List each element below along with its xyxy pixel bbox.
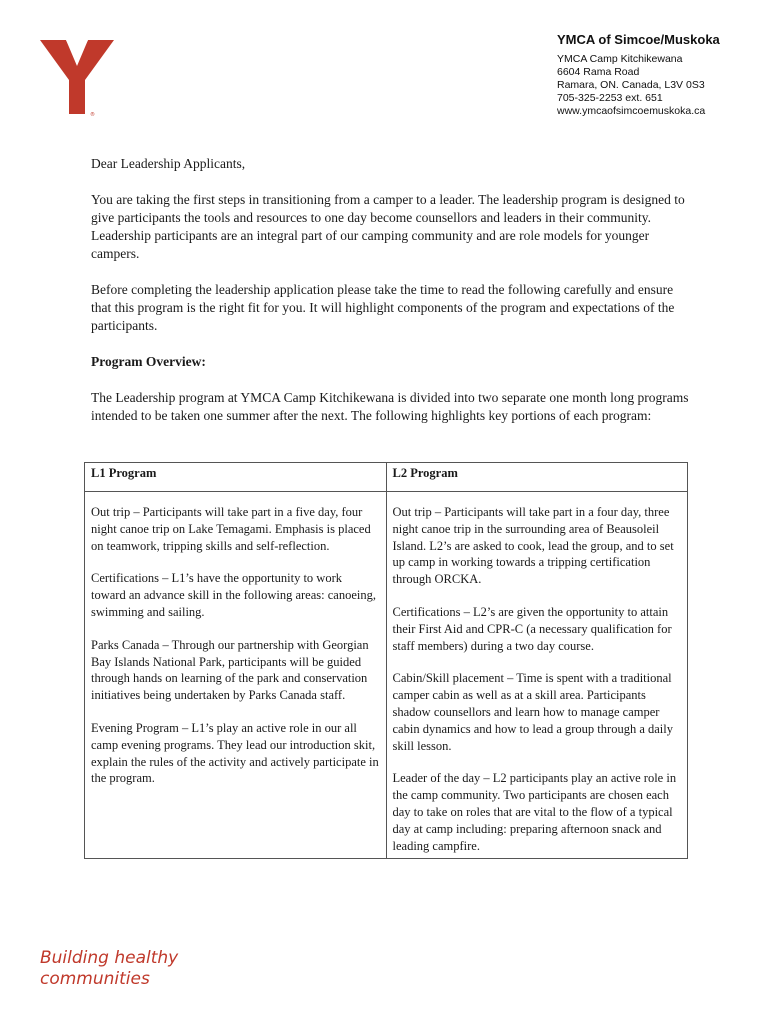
table-header-row (85, 463, 688, 492)
instructions-paragraph: Before completing the leadership application please take the time to read the following carefully and ensure that this program is the right fit for you. It will highlight components of the program and expectations of the participants. (91, 282, 675, 333)
overview-paragraph: The Leadership program at YMCA Camp Kitchikewana is divided into two separate one month long programs intended to be taken one summer after the next. The following highlights key portions of each program: (91, 390, 689, 423)
l1-parks-canada: Parks Canada – Through our partnership with Georgian Bay Islands National Park, participants will be guided through hands on learning of the park and conservation initiatives being undertaken by Parks Canada staff. (91, 637, 369, 703)
overview-heading: Program Overview: (91, 354, 206, 369)
l2-header: L2 Program (386, 463, 688, 492)
tagline-line-1: Building healthy (40, 948, 179, 968)
table-row (85, 492, 688, 859)
l2-column (386, 492, 688, 859)
intro-paragraph: You are taking the first steps in transitioning from a camper to a leader. The leadership program is designed to give participants the tools and resources to one day become counsellors and leaders in their community. Leadership participants are an integral part of our camping community and are role models for younger campers. (91, 192, 685, 261)
tagline-line-2: communities (40, 969, 150, 989)
l1-column (85, 492, 387, 859)
phone-line: 705-325-2253 ext. 651 (557, 92, 663, 104)
address-line: 6604 Rama Road (557, 66, 640, 78)
website-line: www.ymcaofsimcoemuskoka.ca (557, 105, 706, 117)
ymca-logo (40, 38, 114, 118)
programs-table (84, 462, 688, 859)
l1-certifications: Certifications – L1’s have the opportunity to work toward an advance skill in the following areas: canoeing, swimming and sailing. (91, 571, 376, 619)
salutation: Dear Leadership Applicants, (91, 156, 246, 171)
l2-leader-of-day: Leader of the day – L2 participants play an active role in the camp community. Two participants are chosen each day to take on roles that are vital to the flow of a typical day at camp including: preparing afternoon snack and leading campfire. (392, 771, 677, 853)
letter-body (91, 155, 691, 443)
svg-text:®: ® (90, 112, 95, 118)
address-line: Ramara, ON. Canada, L3V 0S3 (557, 79, 705, 91)
l1-outtrip: Out trip – Participants will take part in a five day, four night canoe trip on Lake Temagami. Emphasis is placed on teamwork, tripping skills and self-reflection. (91, 505, 371, 553)
letterhead (557, 32, 762, 118)
tagline (40, 948, 178, 990)
l1-evening-program: Evening Program – L1’s play an active role in our all camp evening programs. They lead our introduction skit, explain the rules of the activity and actively participate in the program. (91, 720, 379, 786)
org-name: YMCA of Simcoe/Muskoka (557, 32, 720, 47)
l2-outtrip: Out trip – Participants will take part in a four day, three night canoe trip in the surrounding area of Beausoleil Island. L2’s are asked to cook, lead the group, and to set up camp in working towards a tripping certification through ORCKA. (392, 505, 674, 587)
l2-cabin-skill: Cabin/Skill placement – Time is spent with a traditional camper cabin as well as at a skill area. Participants shadow counsellors and learn how to manage camper cabin dynamics and how to lead a group through a daily skill lesson. (392, 671, 673, 753)
l1-header: L1 Program (85, 463, 387, 492)
l2-certifications: Certifications – L2’s are given the opportunity to attain their First Aid and CPR-C (a necessary qualification for staff members) during a two day course. (392, 604, 672, 653)
address-line: YMCA Camp Kitchikewana (557, 53, 683, 65)
